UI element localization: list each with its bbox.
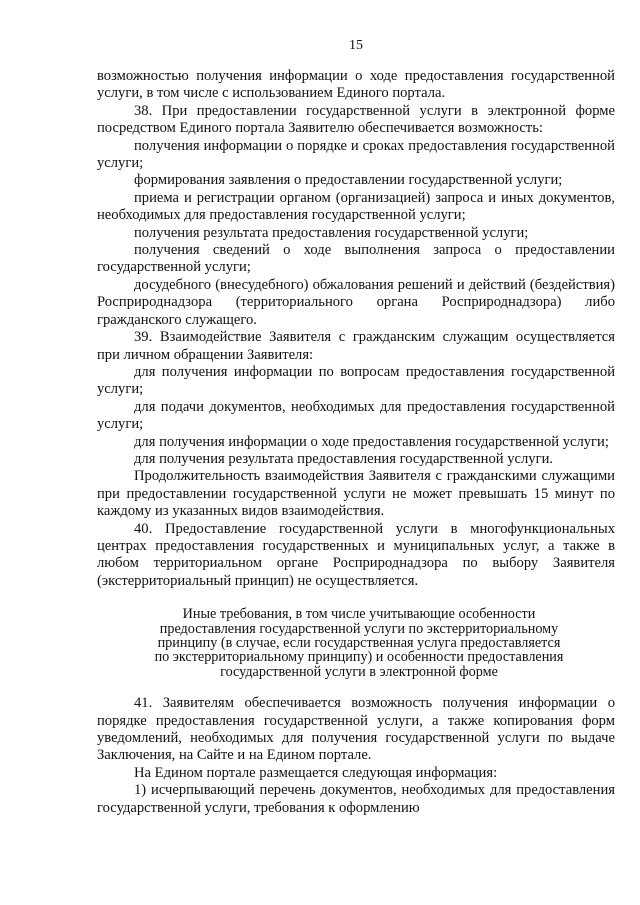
section-heading [137,607,581,679]
list-item: получения информации о порядке и сроках предоставления государственной услуги; [97,137,615,172]
list-item: для получения информации по вопросам предоставления государственной услуги; [97,363,615,398]
list-item: для получения информации о ходе предоставления государственной услуги; [134,433,609,450]
paragraph: возможностью получения информации о ходе предоставления государственной услуги, в том числе с использованием Единого портала. [97,68,615,102]
body-text-after [97,695,615,817]
list-item: формирования заявления о предоставлении государственной услуги; [134,172,563,189]
heading-line: по экстерриториальному принципу) и особенности предоставления [154,649,564,666]
heading-line: предоставления государственной услуги по экстерриториальному [159,620,559,637]
list-item: досудебного (внесудебного) обжалования решений и действий (бездействия) Росприроднадзора (территориального органа Росприроднадзора) либо гражданского служащего. [97,276,615,328]
page-number: 15 [349,38,363,53]
paragraph-item-38: 38. При предоставлении государственной услуги в электронной форме посредством Единого портала Заявителю обеспечивается возможность: [97,102,615,137]
heading-line: Иные требования, в том числе учитывающие особенности [182,606,536,623]
body-text-before [97,68,615,590]
paragraph-item-41: 41. Заявителям обеспечивается возможность получения информации о порядке предоставления государственной услуги, а также копирования форм уведомлений, необходимых для получения государственной услуги по выдаче Заключения, на Сайте и на Едином портале. [97,695,615,764]
list-item: для подачи документов, необходимых для предоставления государственной услуги; [97,398,615,433]
paragraph-item-40: 40. Предоставление государственной услуги в многофункциональных центрах предоставления государственных и муниципальных услуг, а также в любом территориальном органе Росприроднадзора по выбору Заявителя (экстерриториальный принцип) не осуществляется. [97,520,615,589]
list-item: 1) исчерпывающий перечень документов, необходимых для предоставления государственной услуги, требования к оформлению [97,782,615,816]
paragraph: Продолжительность взаимодействия Заявителя с гражданскими служащими при предоставлении государственной услуги не может превышать 15 минут по каждому из указанных видов взаимодействия. [97,468,615,520]
list-item: получения сведений о ходе выполнения запроса о предоставлении государственной услуги; [97,242,615,276]
list-item: для получения результата предоставления государственной услуги. [134,450,554,467]
list-item: приема и регистрации органом (организацией) запроса и иных документов, необходимых для предоставления государственной услуги; [97,189,615,224]
heading-line: государственной услуги в электронной форме [220,663,498,680]
list-item: получения результата предоставления государственной услуги; [134,224,529,241]
paragraph: На Едином портале размещается следующая информация: [134,764,498,781]
paragraph-item-39: 39. Взаимодействие Заявителя с гражданским служащим осуществляется при личном обращении Заявителя: [97,329,615,363]
heading-line: принципу (в случае, если государственная услуга предоставляется [157,635,561,651]
